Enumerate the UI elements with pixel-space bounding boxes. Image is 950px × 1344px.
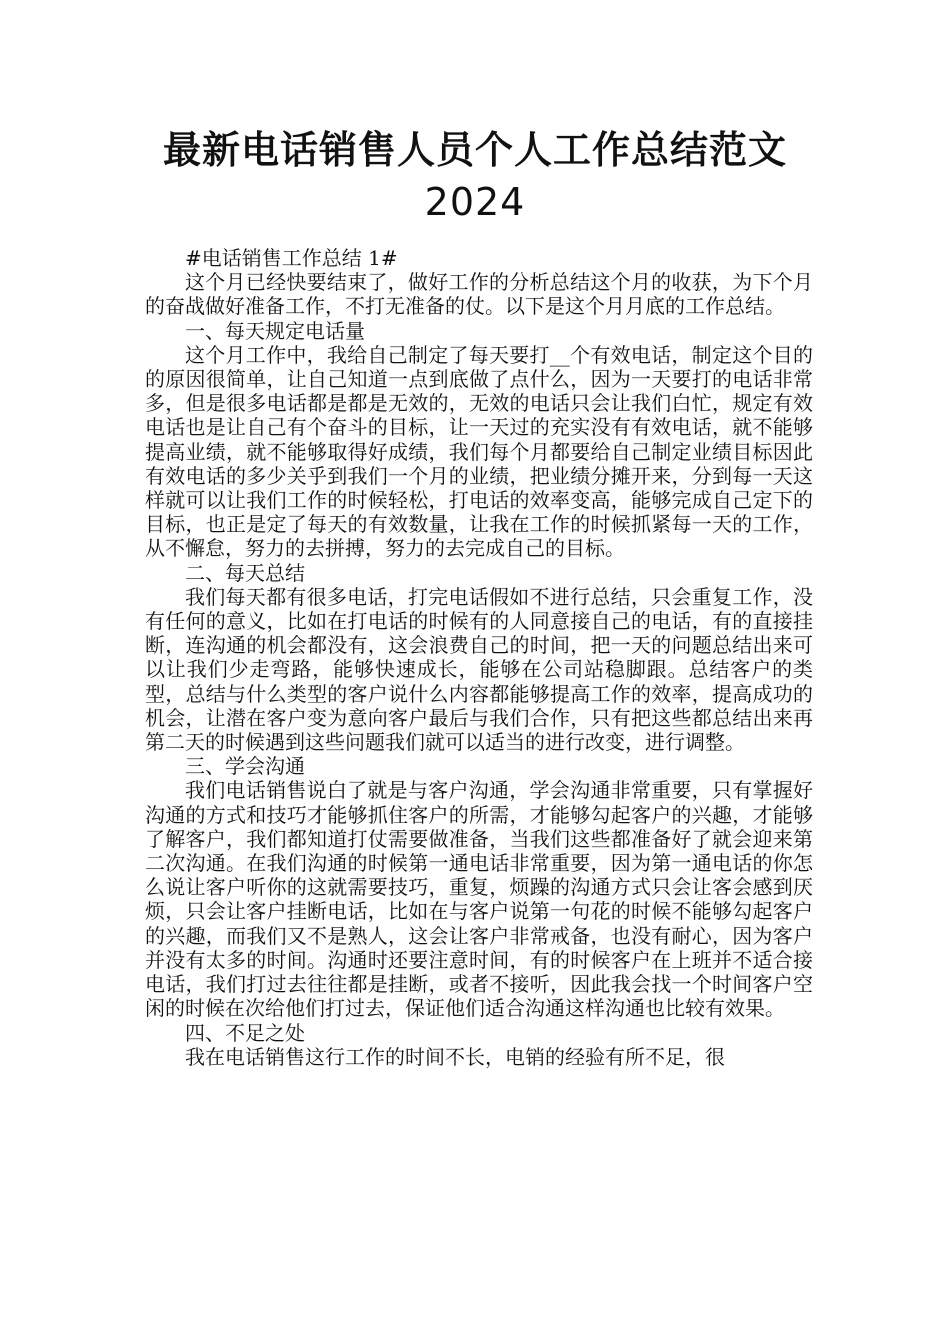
title-line-1: 最新电话销售人员个人工作总结范文 xyxy=(162,128,787,172)
section-heading: 一、每天规定电话量 xyxy=(185,318,365,343)
body-paragraph: 我们每天都有很多电话，打完电话假如不进行总结，只会重复工作，没有任何的意义，比如在打电话的时候有的人同意接自己的电话，有的直接挂断，连沟通的机会都没有，这会浪费自己的时间，把一天的问题总结出来可以让我们少走弯路，能够快速成长，能够在公司站稳脚跟。总结客户的类型，总结与什么类型的客户说什么内容都能够提高工作的效率，提高成功的机会，让潜在客户变为意向客户最后与我们合作，只有把这些都总结出来再第二天的时候遇到这些问题我们就可以适当的进行改变，进行调整。 xyxy=(145,584,813,755)
section-heading: 三、学会沟通 xyxy=(185,754,305,779)
body-paragraph: 我们电话销售说白了就是与客户沟通，学会沟通非常重要，只有掌握好沟通的方式和技巧才能够抓住客户的所需，才能够勾起客户的兴趣，才能够了解客户，我们都知道打仗需要做准备，当我们这些都准备好了就会迎来第二次沟通。在我们沟通的时候第一通电话非常重要，因为第一通电话的你怎么说让客户听你的这就需要技巧，重复，烦躁的沟通方式只会让客会感到厌烦，只会让客户挂断电话，比如在与客户说第一句花的时候不能够勾起客户的兴趣，而我们又不是熟人，这会让客户非常戒备，也没有耐心，因为客户并没有太多的时间。沟通时还要注意时间，有的时候客户在上班并不适合接电话，我们打过去往往都是挂断，或者不接听，因此我会找一个时间客户空闲的时候在次给他们打过去，保证他们适合沟通这样沟通也比较有效果。 xyxy=(145,778,813,1021)
document-body xyxy=(145,246,813,1069)
section-heading: 二、每天总结 xyxy=(185,560,305,585)
body-paragraph: 这个月工作中，我给自己制定了每天要打__个有效电话，制定这个目的的原因很简单，让自己知道一点到底做了点什么，因为一天要打的电话非常多，但是很多电话都是都是无效的，无效的电话只会让我们白忙，规定有效电话也是让自己有个奋斗的目标，让一天过的充实没有有效电话，就不能够提高业绩，就不能够取得好成绩，我们每个月都要给自己制定业绩目标因此有效电话的多少关乎到我们一个月的业绩，把业绩分摊开来，分到每一天这样就可以让我们工作的时候轻松，打电话的效率变高，能够完成自己定下的目标，也正是定了每天的有效数量，让我在工作的时候抓紧每一天的工作，从不懈怠，努力的去拼搏，努力的去完成自己的目标。 xyxy=(145,342,813,561)
body-paragraph: 我在电话销售这行工作的时间不长，电销的经验有所不足，很 xyxy=(185,1044,725,1069)
title-line-2: 2024 xyxy=(424,180,526,224)
section-heading: 四、不足之处 xyxy=(185,1020,305,1045)
body-paragraph: 这个月已经快要结束了，做好工作的分析总结这个月的收获，为下个月的奋战做好准备工作，不打无准备的仗。以下是这个月月底的工作总结。 xyxy=(145,270,813,319)
section-heading: #电话销售工作总结 1# xyxy=(185,246,398,270)
document-title xyxy=(120,124,830,228)
